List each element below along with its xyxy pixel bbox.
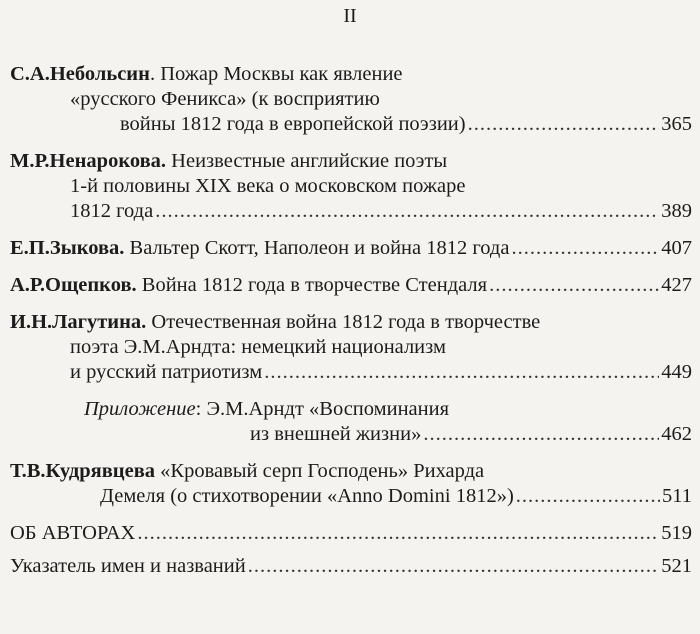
toc-line — [10, 397, 692, 422]
title-line: 1812 года — [70, 200, 154, 222]
leader-dots — [468, 112, 660, 137]
section-title: Указатель имен и названий — [10, 555, 246, 577]
leader-dots — [248, 554, 660, 579]
leader-dots — [489, 273, 659, 298]
toc-last-line — [10, 360, 692, 385]
title-line: и русский патриотизм — [70, 361, 263, 383]
title-line: «Кровавый серп Господень» Рихарда — [160, 460, 485, 482]
page-ref: 365 — [661, 113, 692, 135]
toc-entry — [10, 273, 692, 298]
page-ref: 521 — [661, 555, 692, 577]
toc-line — [10, 310, 692, 335]
title-line: 1-й половины XIX века о московском пожаре — [70, 175, 466, 197]
title-line: «русского Феникса» (к восприятию — [70, 88, 380, 110]
toc-line — [10, 149, 692, 174]
toc-last-line — [10, 199, 692, 224]
title-line: Война 1812 года в творчестве Стендаля — [141, 274, 488, 296]
section-title: ОБ АВТОРАХ — [10, 522, 136, 544]
leader-dots — [423, 422, 659, 447]
appendix-label: Приложение — [84, 398, 196, 420]
toc-last-line — [10, 484, 692, 509]
toc-entry — [10, 149, 692, 224]
toc-last-line — [10, 521, 692, 546]
author-name: Е.П.Зыкова. — [10, 237, 125, 259]
leader-dots — [511, 236, 659, 261]
title-line: Неизвестные английские поэты — [171, 150, 448, 172]
toc-entry — [10, 521, 692, 546]
author-name: Т.В.Кудрявцева — [10, 460, 156, 482]
page-ref: 427 — [661, 274, 692, 296]
toc-entry — [10, 459, 692, 509]
leader-dots — [264, 360, 659, 385]
page-ref: 407 — [661, 237, 692, 259]
toc-last-line — [10, 422, 692, 447]
toc-entry — [10, 397, 692, 447]
author-name: И.Н.Лагутина. — [10, 311, 147, 333]
title-line: войны 1812 года в европейской поэзии) — [120, 113, 466, 135]
toc-line — [10, 459, 692, 484]
leader-dots — [137, 521, 659, 546]
leader-dots — [516, 484, 660, 509]
toc-last-line — [10, 236, 692, 261]
toc-entry — [10, 310, 692, 385]
author-separator: . — [149, 63, 156, 85]
title-line: из внешней жизни» — [250, 423, 422, 445]
author-name: С.А.Небольсин — [10, 63, 150, 85]
title-line: Отечественная война 1812 года в творчестве — [151, 311, 541, 333]
leader-dots — [155, 199, 659, 224]
author-name: А.Р.Ощепков. — [10, 274, 137, 296]
page-ref: 519 — [661, 522, 692, 544]
title-line: : Э.М.Арндт «Воспоминания — [195, 398, 450, 420]
title-line: Пожар Москвы как явление — [160, 63, 403, 85]
table-of-contents — [10, 62, 692, 591]
page-ref: 449 — [661, 361, 692, 383]
toc-entry — [10, 62, 692, 137]
author-name: М.Р.Ненарокова. — [10, 150, 167, 172]
toc-entry — [10, 236, 692, 261]
title-line: Вальтер Скотт, Наполеон и война 1812 года — [129, 237, 510, 259]
toc-entry — [10, 554, 692, 579]
page-ref: 511 — [662, 485, 692, 507]
toc-last-line — [10, 112, 692, 137]
toc-last-line — [10, 273, 692, 298]
toc-last-line — [10, 554, 692, 579]
page-ref: 462 — [661, 423, 692, 445]
title-line: Демеля (о стихотворении «Anno Domini 1812») — [100, 485, 514, 507]
title-line: поэта Э.М.Арндта: немецкий национализм — [70, 336, 446, 358]
page-number: II — [343, 5, 357, 27]
toc-line — [10, 62, 692, 87]
page-ref: 389 — [661, 200, 692, 222]
